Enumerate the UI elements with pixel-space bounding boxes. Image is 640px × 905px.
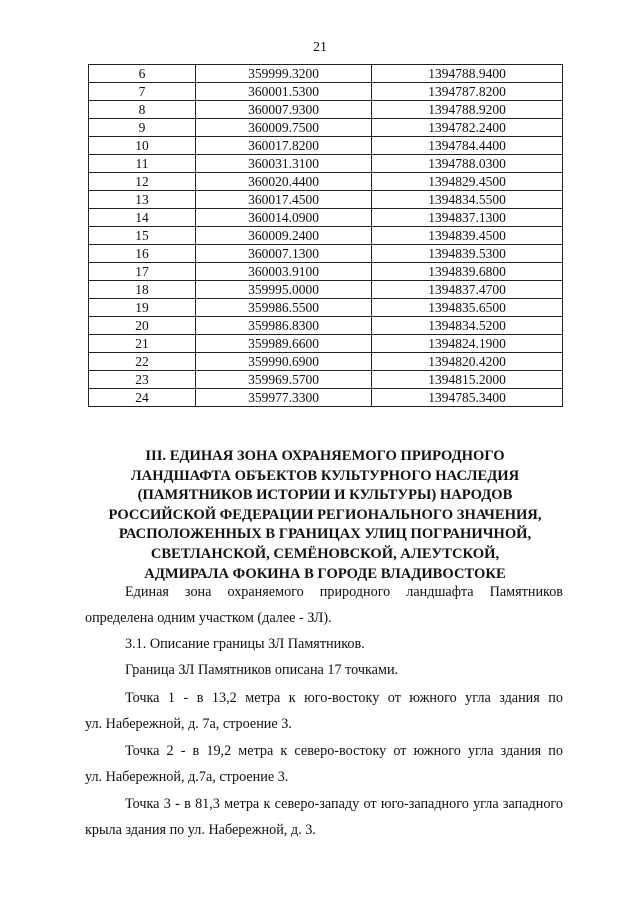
y-coordinate-cell: 1394785.3400: [372, 389, 563, 407]
x-coordinate-cell: 359990.6900: [196, 353, 372, 371]
table-row: [89, 245, 563, 263]
paragraph-line: определена одним участком (далее - ЗЛ).: [85, 610, 332, 626]
x-coordinate-cell: 360031.3100: [196, 155, 372, 173]
x-coordinate-cell: 360014.0900: [196, 209, 372, 227]
y-coordinate-cell: 1394788.9400: [372, 65, 563, 83]
point-number-cell: 22: [89, 353, 196, 371]
x-coordinate-cell: 359977.3300: [196, 389, 372, 407]
y-coordinate-cell: 1394839.5300: [372, 245, 563, 263]
y-coordinate-cell: 1394839.6800: [372, 263, 563, 281]
point-number-cell: 24: [89, 389, 196, 407]
x-coordinate-cell: 360017.4500: [196, 191, 372, 209]
paragraph-line: крыла здания по ул. Набережной, д. 3.: [85, 822, 316, 838]
x-coordinate-cell: 360020.4400: [196, 173, 372, 191]
y-coordinate-cell: 1394788.0300: [372, 155, 563, 173]
point-number-cell: 11: [89, 155, 196, 173]
y-coordinate-cell: 1394835.6500: [372, 299, 563, 317]
point-number-cell: 8: [89, 101, 196, 119]
paragraph-point-1: [85, 685, 563, 737]
point-number-cell: 23: [89, 371, 196, 389]
x-coordinate-cell: 360001.5300: [196, 83, 372, 101]
paragraph-line: Граница ЗЛ Памятников описана 17 точками.: [125, 662, 399, 678]
table-row: [89, 209, 563, 227]
table-row: [89, 263, 563, 281]
x-coordinate-cell: 360017.8200: [196, 137, 372, 155]
y-coordinate-cell: 1394834.5200: [372, 317, 563, 335]
table-row: [89, 371, 563, 389]
heading-line: РОССИЙСКОЙ ФЕДЕРАЦИИ РЕГИОНАЛЬНОГО ЗНАЧЕНИЯ,: [108, 506, 542, 523]
y-coordinate-cell: 1394784.4400: [372, 137, 563, 155]
x-coordinate-cell: 359986.5500: [196, 299, 372, 317]
x-coordinate-cell: 360009.7500: [196, 119, 372, 137]
coordinates-table: [88, 64, 563, 407]
table-row: [89, 101, 563, 119]
y-coordinate-cell: 1394815.2000: [372, 371, 563, 389]
table-row: [89, 281, 563, 299]
heading-line: СВЕТЛАНСКОЙ, СЕМЁНОВСКОЙ, АЛЕУТСКОЙ,: [150, 545, 500, 562]
paragraph-line: ул. Набережной, д. 7а, строение 3.: [85, 716, 292, 732]
paragraph-line: Точка 1 - в 13,2 метра к юго-востоку от южного угла здания по: [125, 690, 563, 706]
heading-line: ЛАНДШАФТА ОБЪЕКТОВ КУЛЬТУРНОГО НАСЛЕДИЯ: [130, 467, 520, 484]
heading-line: III. ЕДИНАЯ ЗОНА ОХРАНЯЕМОГО ПРИРОДНОГО: [145, 448, 505, 464]
x-coordinate-cell: 360007.9300: [196, 101, 372, 119]
paragraph-line: ул. Набережной, д.7а, строение 3.: [85, 769, 289, 785]
point-number-cell: 12: [89, 173, 196, 191]
y-coordinate-cell: 1394837.1300: [372, 209, 563, 227]
heading-line: (ПАМЯТНИКОВ ИСТОРИИ И КУЛЬТУРЫ) НАРОДОВ: [137, 487, 513, 504]
x-coordinate-cell: 360007.1300: [196, 245, 372, 263]
heading-line: РАСПОЛОЖЕННЫХ В ГРАНИЦАХ УЛИЦ ПОГРАНИЧНОЙ,: [118, 526, 532, 543]
table-row: [89, 227, 563, 245]
y-coordinate-cell: 1394834.5500: [372, 191, 563, 209]
y-coordinate-cell: 1394824.1900: [372, 335, 563, 353]
point-number-cell: 19: [89, 299, 196, 317]
x-coordinate-cell: 360003.9100: [196, 263, 372, 281]
point-number-cell: 15: [89, 227, 196, 245]
y-coordinate-cell: 1394837.4700: [372, 281, 563, 299]
point-number-cell: 21: [89, 335, 196, 353]
point-number-cell: 14: [89, 209, 196, 227]
table-row: [89, 353, 563, 371]
paragraph-boundary-title: [85, 631, 563, 657]
point-number-cell: 10: [89, 137, 196, 155]
y-coordinate-cell: 1394839.4500: [372, 227, 563, 245]
x-coordinate-cell: 359989.6600: [196, 335, 372, 353]
table-row: [89, 317, 563, 335]
y-coordinate-cell: 1394782.2400: [372, 119, 563, 137]
paragraph-zone-definition: [85, 579, 563, 631]
heading-line: АДМИРАЛА ФОКИНА В ГОРОДЕ ВЛАДИВОСТОКЕ: [144, 565, 506, 582]
x-coordinate-cell: 359969.5700: [196, 371, 372, 389]
point-number-cell: 17: [89, 263, 196, 281]
table-row: [89, 389, 563, 407]
table-row: [89, 335, 563, 353]
table-row: [89, 119, 563, 137]
x-coordinate-cell: 359999.3200: [196, 65, 372, 83]
paragraph-point-3: [85, 791, 563, 843]
table-row: [89, 65, 563, 83]
y-coordinate-cell: 1394787.8200: [372, 83, 563, 101]
point-number-cell: 9: [89, 119, 196, 137]
point-number-cell: 6: [89, 65, 196, 83]
paragraph-point-2: [85, 738, 563, 790]
coordinates-table-body: [89, 65, 563, 407]
section-heading: [80, 447, 570, 584]
x-coordinate-cell: 359995.0000: [196, 281, 372, 299]
point-number-cell: 18: [89, 281, 196, 299]
paragraph-line: Единая зона охраняемого природного ландшафта Памятников: [125, 584, 563, 600]
x-coordinate-cell: 360009.2400: [196, 227, 372, 245]
point-number-cell: 20: [89, 317, 196, 335]
table-row: [89, 173, 563, 191]
table-row: [89, 191, 563, 209]
paragraph-boundary-points: [85, 657, 563, 683]
paragraph-line: Точка 3 - в 81,3 метра к северо-западу от юго-западного угла западного: [125, 796, 563, 812]
point-number-cell: 13: [89, 191, 196, 209]
paragraph-line: Точка 2 - в 19,2 метра к северо-востоку от южного угла здания по: [125, 743, 563, 759]
table-row: [89, 83, 563, 101]
table-row: [89, 299, 563, 317]
table-row: [89, 155, 563, 173]
point-number-cell: 7: [89, 83, 196, 101]
y-coordinate-cell: 1394788.9200: [372, 101, 563, 119]
page-number: 21: [313, 40, 327, 55]
paragraph-line: 3.1. Описание границы ЗЛ Памятников.: [125, 636, 365, 652]
table-row: [89, 137, 563, 155]
y-coordinate-cell: 1394829.4500: [372, 173, 563, 191]
point-number-cell: 16: [89, 245, 196, 263]
y-coordinate-cell: 1394820.4200: [372, 353, 563, 371]
x-coordinate-cell: 359986.8300: [196, 317, 372, 335]
